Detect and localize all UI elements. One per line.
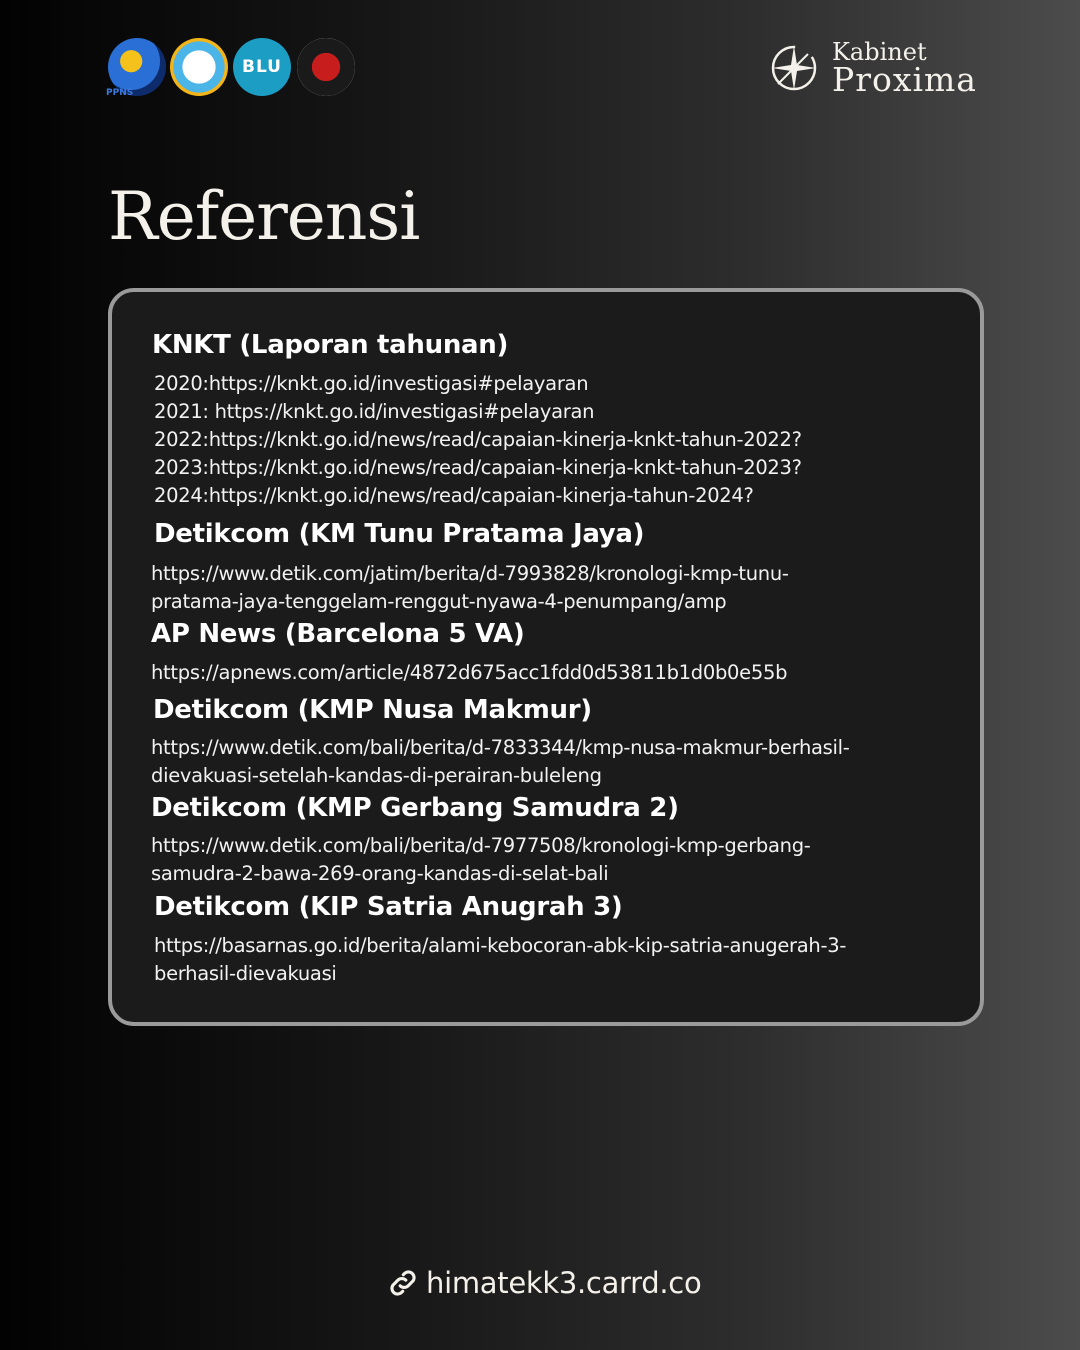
ref-link[interactable]: https://www.detik.com/bali/berita/d-7977508/kronologi-kmp-gerbang- — [151, 834, 811, 857]
ppns-logo-label: PPNS — [106, 88, 134, 98]
link-icon — [386, 1266, 420, 1300]
ref-heading-satria-anugrah: Detikcom (KIP Satria Anugrah 3) — [154, 892, 623, 922]
ref-heading-apnews: AP News (Barcelona 5 VA) — [151, 619, 525, 649]
brand-line-1: Kabinet — [832, 38, 927, 66]
ref-link[interactable]: 2024:https://knkt.go.id/news/read/capaian-kinerja-tahun-2024? — [154, 484, 754, 507]
ref-link[interactable]: 2022:https://knkt.go.id/news/read/capaian-kinerja-knkt-tahun-2022? — [154, 428, 802, 451]
ref-link[interactable]: samudra-2-bawa-269-orang-kandas-di-selat-bali — [151, 862, 609, 885]
ref-heading-nusa-makmur: Detikcom (KMP Nusa Makmur) — [153, 695, 592, 725]
k3-logo — [297, 38, 355, 96]
ref-link[interactable]: pratama-jaya-tenggelam-renggut-nyawa-4-penumpang/amp — [151, 590, 727, 613]
ref-link[interactable]: dievakuasi-setelah-kandas-di-perairan-buleleng — [151, 764, 602, 787]
ref-link[interactable]: berhasil-dievakuasi — [154, 962, 337, 985]
ref-link[interactable]: https://basarnas.go.id/berita/alami-kebocoran-abk-kip-satria-anugerah-3- — [154, 934, 847, 957]
ref-link[interactable]: https://www.detik.com/bali/berita/d-7833344/kmp-nusa-makmur-berhasil- — [151, 736, 850, 759]
ref-heading-knkt: KNKT (Laporan tahunan) — [152, 330, 509, 360]
page-title: Referensi — [108, 178, 420, 255]
footer-url[interactable]: himatekk3.carrd.co — [426, 1266, 702, 1300]
references-card — [108, 288, 984, 1026]
footer-link[interactable] — [386, 1263, 701, 1303]
brand-line-2: Proxima — [832, 60, 977, 99]
ref-link[interactable]: https://www.detik.com/jatim/berita/d-7993828/kronologi-kmp-tunu- — [151, 562, 789, 585]
ref-link[interactable]: 2021: https://knkt.go.id/investigasi#pelayaran — [154, 400, 595, 423]
ref-heading-tunu: Detikcom (KM Tunu Pratama Jaya) — [154, 519, 645, 549]
ref-heading-gerbang-samudra: Detikcom (KMP Gerbang Samudra 2) — [151, 793, 679, 823]
dies-natalis-logo — [170, 38, 228, 96]
star-compass-icon — [768, 42, 820, 94]
ref-link[interactable]: 2020:https://knkt.go.id/investigasi#pelayaran — [154, 372, 589, 395]
ref-link[interactable]: 2023:https://knkt.go.id/news/read/capaian-kinerja-knkt-tahun-2023? — [154, 456, 802, 479]
ref-link[interactable]: https://apnews.com/article/4872d675acc1fdd0d53811b1d0b0e55b — [151, 661, 788, 684]
brand-kabinet-proxima — [768, 38, 978, 98]
blu-logo: BLU — [233, 38, 291, 96]
